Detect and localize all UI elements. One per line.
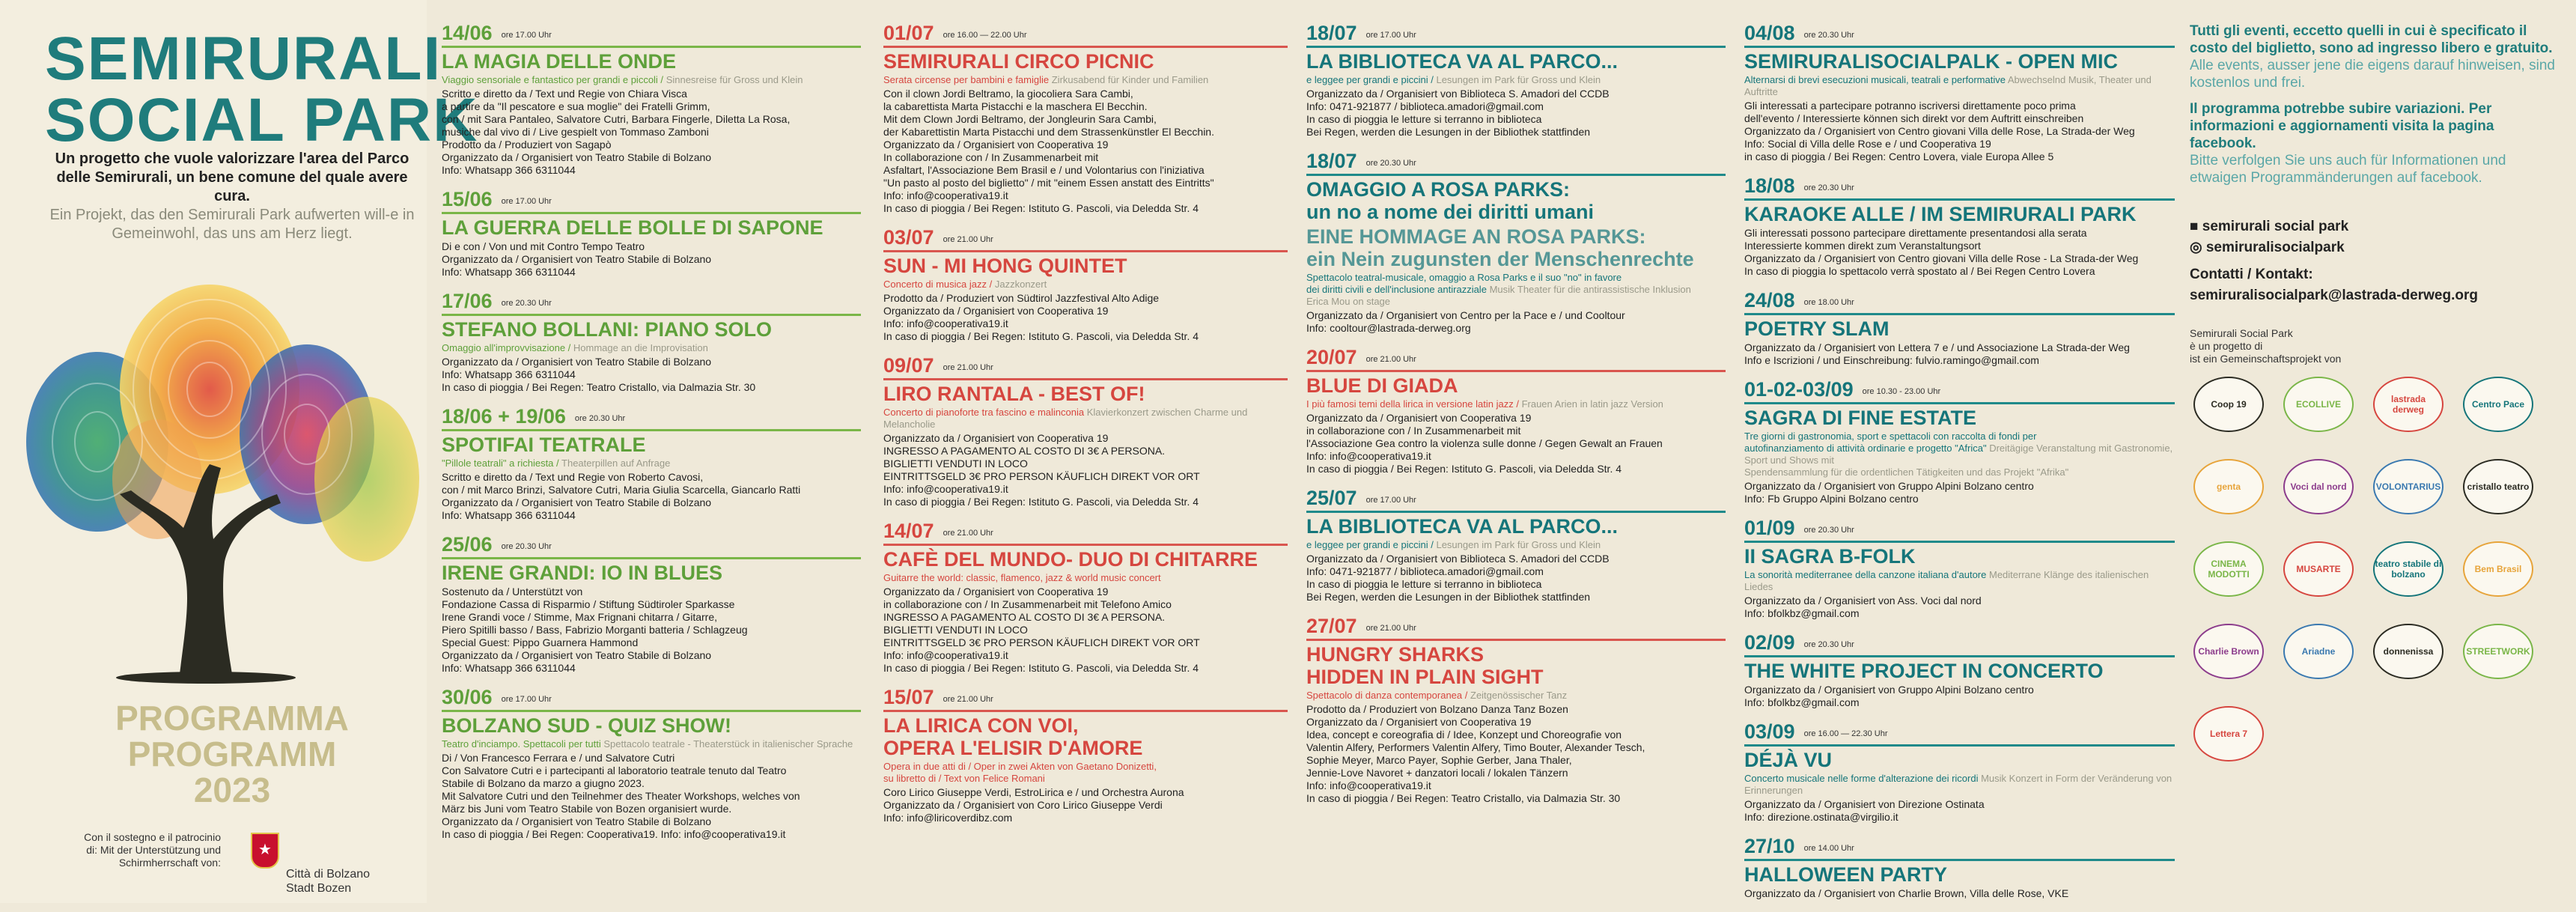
- event-subtitle: [1306, 398, 1726, 410]
- contact-email-link[interactable]: semiruralisocialpark@lastrada-derweg.org: [2190, 288, 2478, 303]
- partner-logo: CINEMA MODOTTI: [2193, 541, 2264, 597]
- event-date: 03/09: [1744, 720, 1795, 743]
- note-changes-de: Bitte verfolgen Sie uns auch für Informationen und etwaigen Programmänderungen auf facebook.: [2190, 153, 2506, 186]
- event-title: SUN - MI HONG QUINTET: [883, 255, 1127, 277]
- event-time: ore 16.00 — 22.30 Uhr: [1803, 729, 1888, 738]
- event-date-row: [442, 291, 861, 316]
- note-changes-it: Il programma potrebbe subire variazioni. Per informazioni e aggiornamenti visita la pagina facebook.: [2190, 101, 2494, 151]
- event-time: ore 20.30 Uhr: [1803, 640, 1854, 649]
- event-item: [442, 22, 861, 177]
- event-subtitle-de: Abwechselnd Musik, Theater und Auftritte: [1744, 74, 2152, 97]
- event-subtitle: [883, 572, 1288, 584]
- event-time: ore 17.00 Uhr: [1365, 496, 1416, 505]
- event-time: ore 20.30 Uhr: [1803, 183, 1854, 192]
- programma-heading: [45, 700, 419, 808]
- instagram-label: semiruralisocialpark: [2205, 240, 2345, 255]
- event-subtitle: [1306, 539, 1726, 551]
- event-date-row: [1306, 487, 1726, 513]
- event-details: Coro Lirico Giuseppe Verdi, EstroLirica e / und Orchestra Aurona Organizzato da / Organisiert von Coro Lirico Giuseppe Verdi Info: info@liricoverdibz.com: [883, 786, 1184, 824]
- event-subtitle: [1744, 431, 2175, 478]
- event-time: ore 21.00 Uhr: [1365, 355, 1416, 364]
- event-time: ore 16.00 — 22.00 Uhr: [943, 31, 1027, 40]
- event-title: CAFÈ DEL MUNDO- DUO DI CHITARRE: [883, 548, 1258, 571]
- event-details: Organizzato da / Organisiert von Direzione Ostinata Info: direzione.ostinata@virgilio.it: [1744, 798, 1985, 823]
- event-date: 18/06 + 19/06: [442, 405, 566, 428]
- event-title: LA GUERRA DELLE BOLLE DI SAPONE: [442, 216, 823, 239]
- event-title: POETRY SLAM: [1744, 317, 1890, 340]
- event-item: [1744, 517, 2175, 620]
- event-details: Sostenuto da / Unterstützt von Fondazione Cassa di Risparmio / Stiftung Südtiroler Sparkasse Irene Grandi voce / Stimme, Max Frignani chitarra / Gitarre, Piero Spitilli basso / Bass, Fabrizio Morganti batteria / Schlagzeug Special Guest: Pippo Guarnera Hammond Organizzato da / Organisiert von Teatro Stabile di Bolzano Info: Whatsapp 366 6311044: [442, 586, 748, 674]
- partner-logo: donnenissa: [2373, 624, 2443, 679]
- event-item: [1744, 290, 2175, 367]
- event-item: [883, 687, 1288, 824]
- event-item: [442, 291, 861, 394]
- events-column-july-a: [883, 22, 1288, 836]
- event-details: Organizzato da / Organisiert von Ass. Voci dal nord Info: bfolkbz@gmail.com: [1744, 595, 1982, 619]
- event-details: Organizzato da / Organisiert von Cooperativa 19 in collaborazione con / In Zusammenarbeit mit l'Associazione Gea contro la violenza sulle donne / Gegen Gewalt an Frauen Info: info@cooperativa19.it In caso di pioggia / Bei Regen: Istituto G. Pascoli, via Deledda Str. 4: [1306, 412, 1663, 475]
- event-date-row: [883, 687, 1288, 712]
- event-date-row: [1306, 615, 1726, 641]
- event-subtitle-de: Sinnesreise für Gross und Klein: [666, 74, 803, 85]
- event-time: ore 21.00 Uhr: [943, 529, 993, 538]
- event-date: 15/06: [442, 188, 493, 210]
- event-date: 18/07: [1306, 150, 1357, 172]
- event-details: Scritto e diretto da / Text und Regie von Roberto Cavosi, con / mit Marco Brinzi, Salvatore Cutri, Maria Giulia Scarcella, Giancarlo Ratti Organizzato da / Organisiert von Teatro Stabile di Bolzano Info: Whatsapp 366 6311044: [442, 471, 801, 521]
- event-item: [442, 189, 861, 279]
- event-subtitle-de: Lesungen im Park für Gross und Klein: [1436, 74, 1601, 85]
- facebook-label: semirurali social park: [2202, 219, 2349, 234]
- event-date: 18/08: [1744, 174, 1795, 197]
- event-title: SEMIRURALI CIRCO PICNIC: [883, 50, 1154, 73]
- partner-logo: Coop 19: [2193, 377, 2264, 432]
- event-item: [442, 687, 861, 841]
- partner-logo: teatro stabile di bolzano: [2373, 541, 2443, 597]
- partner-logo: cristallo teatro: [2463, 459, 2533, 514]
- event-time: ore 10.30 - 23.00 Uhr: [1862, 387, 1941, 396]
- event-title-de: EINE HOMMAGE AN ROSA PARKS: ein Nein zugunsten der Menschenrechte: [1306, 225, 1694, 270]
- event-subtitle-it: Opera in due atti di / Oper in zwei Akten von Gaetano Donizetti, su libretto di / Text von Felice Romani: [883, 761, 1157, 784]
- event-item: [1306, 347, 1726, 475]
- event-date: 27/07: [1306, 615, 1357, 637]
- event-title: LA BIBLIOTECA VA AL PARCO...: [1306, 515, 1618, 538]
- partner-logo: VOLONTARIUS: [2373, 459, 2443, 514]
- event-date: 14/06: [442, 22, 493, 44]
- note-free-entry-de: Alle events, ausser jene die eigens darauf hinweisen, sind kostenlos und frei.: [2190, 58, 2555, 91]
- event-details: Organizzato da / Organisiert von Cooperativa 19 in collaborazione con / In Zusammenarbeit mit Telefono Amico INGRESSO A PAGAMENTO AL COSTO DI 3€ A PERSONA. BIGLIETTI VENDUTI IN LOCO EINTRITTSGELD 3€ PRO PERSON KÄUFLICH DIREKT VOR ORT Info: info@cooperativa19.it In caso di pioggia / Bei Regen: Istituto G. Pascoli, via Deledda Str. 4: [883, 586, 1200, 674]
- event-subtitle-de: Lesungen im Park für Gross und Klein: [1436, 539, 1601, 550]
- event-date-row: [883, 22, 1288, 48]
- event-subtitle-it: Spettacolo teatral-musicale, omaggio a Rosa Parks e il suo "no" in favore dei diritti civili e dell'inclusione antirazziale: [1306, 272, 1622, 295]
- event-details: Di e con / Von und mit Contro Tempo Teatro Organizzato da / Organisiert von Teatro Stabile di Bolzano Info: Whatsapp 366 6311044: [442, 240, 712, 278]
- event-date-row: [1744, 721, 2175, 747]
- event-item: [1744, 721, 2175, 824]
- event-title: II SAGRA B-FOLK: [1744, 545, 1916, 568]
- event-subtitle-de: Mediterrane Klänge des italienischen Liedes: [1744, 569, 2149, 592]
- event-title: STEFANO BOLLANI: PIANO SOLO: [442, 318, 773, 341]
- event-date: 18/07: [1306, 22, 1357, 44]
- event-item: [442, 534, 861, 675]
- event-item: [1744, 175, 2175, 278]
- event-time: ore 20.30 Uhr: [501, 299, 552, 308]
- event-subtitle-de: Theaterpillen auf Anfrage: [561, 457, 671, 469]
- event-subtitle-de: Jazzkonzert: [994, 279, 1047, 290]
- event-date: 04/08: [1744, 22, 1795, 44]
- event-details: Organizzato da / Organisiert von Gruppo Alpini Bolzano centro Info: Fb Gruppo Alpini Bolzano centro: [1744, 480, 2034, 505]
- event-subtitle: [442, 342, 861, 354]
- event-subtitle-it: Concerto musicale nelle forme d'alterazione dei ricordi: [1744, 773, 1979, 784]
- event-date: 03/07: [883, 226, 934, 249]
- event-details: Scritto e diretto da / Text und Regie von Chiara Visca a partire da "Il pescatore e sua moglie" dei Fratelli Grimm, con / mit Sara Pantaleo, Salvatore Cutri, Barbara Fingerle, Diletta La Rosa, musiche dal vivo di / Live gespielt von Tommaso Zamboni Prodotto da / Produziert von Sagapò Organizzato da / Organisiert von Teatro Stabile di Bolzano Info: Whatsapp 366 6311044: [442, 88, 791, 176]
- event-subtitle-de: Musik Konzert in Form der Veränderung von Erinnerungen: [1744, 773, 2172, 796]
- event-time: ore 17.00 Uhr: [501, 197, 552, 206]
- event-title: BLUE DI GIADA: [1306, 374, 1458, 397]
- event-title: LA MAGIA DELLE ONDE: [442, 50, 676, 73]
- event-subtitle-it: La sonorità mediterranee della canzone italiana d'autore: [1744, 569, 1987, 580]
- event-item: [1744, 22, 2175, 163]
- partner-logos: [2190, 373, 2549, 822]
- event-details: Organizzato da / Organisiert von Centro per la Pace e / und Cooltour Info: cooltour@lastrada-derweg.org: [1306, 309, 1625, 334]
- intro-it: Un progetto che vuole valorizzare l'area del Parco delle Semirurali, un bene comune del quale avere cura.: [55, 151, 409, 204]
- title-line2: SOCIAL PARK: [45, 86, 479, 154]
- event-date-row: [883, 355, 1288, 380]
- event-subtitle-it: Serata circense per bambini e famiglie: [883, 74, 1050, 85]
- event-subtitle-it: Alternarsi di brevi esecuzioni musicali, teatrali e performative: [1744, 74, 2006, 85]
- event-title: DÉJÀ VU: [1744, 749, 1833, 771]
- title-line1: SEMIRURALI: [45, 25, 442, 93]
- event-subtitle: [1306, 690, 1726, 702]
- event-subtitle-it: Viaggio sensoriale e fantastico per grandi e piccoli /: [442, 74, 664, 85]
- event-subtitle-it: Teatro d'inciampo. Spettacoli per tutti: [442, 738, 601, 750]
- event-date: 24/08: [1744, 289, 1795, 311]
- event-details: Prodotto da / Produziert von Bolzano Danza Tanz Bozen Organizzato da / Organisiert von Cooperativa 19 Idea, concept e coreografia di / Idee, Konzept und Choreografie von Valentin Alfery, Performers Valentin Alfery, Timo Bouter, Alexander Tesch, Sophie Meyer, Marco Payer, Sophie Gerber, Jana Thaler, Jennie-Love Navoret + danzatori locali / lokalen Tänzern Info: info@cooperativa19.it In caso di pioggia / Bei Regen: Teatro Cristallo, via Dalmazia Str. 30: [1306, 703, 1645, 804]
- event-date-row: [1744, 836, 2175, 861]
- event-date-row: [442, 22, 861, 48]
- event-subtitle-de: Zirkusabend für Kinder und Familien: [1051, 74, 1209, 85]
- event-date: 27/10: [1744, 835, 1795, 857]
- event-details: Organizzato da / Organisiert von Gruppo Alpini Bolzano centro Info: bfolkbz@gmail.com: [1744, 684, 2034, 708]
- event-time: ore 21.00 Uhr: [943, 235, 993, 244]
- event-date: 20/07: [1306, 346, 1357, 368]
- event-date: 14/07: [883, 520, 934, 542]
- event-date-row: [1744, 175, 2175, 201]
- event-date: 01/09: [1744, 517, 1795, 539]
- instagram-icon: ◎: [2190, 240, 2206, 255]
- event-title: SAGRA DI FINE ESTATE: [1744, 407, 1977, 429]
- event-subtitle: [1306, 272, 1726, 308]
- event-title: OMAGGIO A ROSA PARKS: un no a nome dei diritti umani: [1306, 178, 1595, 223]
- event-subtitle-de: Dreitägige Veranstaltung mit Gastronomie, Sport und Shows mit Spendensammlung für die ordentlichen Tätigkeiten und das Projekt "Afrika": [1744, 443, 2173, 478]
- event-time: ore 17.00 Uhr: [501, 695, 552, 704]
- event-subtitle: [442, 738, 861, 750]
- partner-logo: ECOLLIVE: [2283, 377, 2354, 432]
- event-date-row: [442, 687, 861, 712]
- events-column-june: [442, 22, 861, 853]
- event-item: [442, 406, 861, 522]
- event-item: [1306, 22, 1726, 139]
- event-details: Organizzato da / Organisiert von Lettera 7 e / und Associazione La Strada-der Weg Info e Iscrizioni / und Einschreibung: fulvio.ramingo@gmail.com: [1744, 341, 2130, 366]
- event-date: 15/07: [883, 686, 934, 708]
- event-time: ore 21.00 Uhr: [1365, 624, 1416, 633]
- event-title: SEMIRURALISOCIALPALK - OPEN MIC: [1744, 50, 2118, 73]
- event-subtitle: [1744, 569, 2175, 593]
- partner-logo: lastrada derweg: [2373, 377, 2443, 432]
- event-details: Organizzato da / Organisiert von Biblioteca S. Amadori del CCDB Info: 0471-921877 / biblioteca.amadori@gmail.com In caso di pioggia le letture si terranno in biblioteca Bei Regen, werden die Lesungen in der Bibliothek stattfinden: [1306, 553, 1610, 603]
- note-free-entry-it: Tutti gli eventi, eccetto quelli in cui è specificato il costo del biglietto, sono ad ingresso libero e gratuito.: [2190, 23, 2553, 56]
- event-title: LIRO RANTALA - BEST OF!: [883, 383, 1145, 405]
- event-subtitle-de: Zeitgenössischer Tanz: [1470, 690, 1568, 701]
- event-date: 09/07: [883, 354, 934, 377]
- event-details: Di / Von Francesco Ferrara e / und Salvatore Cutri Con Salvatore Cutri e i partecipanti al laboratorio teatrale tenuto dal Teatro Stabile di Bolzano da marzo a giugno 2023. Mit Salvatore Cutri und den Teilnehmer des Theater Workshops, welches von März bis Juni vom Teatro Stabile von Bozen organisiert wurde. Organizzato da / Organisiert von Teatro Stabile di Bolzano In caso di pioggia / Bei Regen: Cooperativa19. Info: info@cooperativa19.it: [442, 752, 800, 840]
- event-subtitle-de: Musik Theater für die antirassistische Inklusion Erica Mou on stage: [1306, 284, 1691, 307]
- partner-logo: Centro Pace: [2463, 377, 2533, 432]
- event-details: Organizzato da / Organisiert von Biblioteca S. Amadori del CCDB Info: 0471-921877 / biblioteca.amadori@gmail.com In caso di pioggia le letture si terranno in biblioteca Bei Regen, werden die Lesungen in der Bibliothek stattfinden: [1306, 88, 1610, 138]
- event-subtitle-it: Concerto di musica jazz /: [883, 279, 993, 290]
- event-date-row: [1306, 22, 1726, 48]
- events-column-aug-oct: [1744, 22, 2175, 912]
- partner-logo: MUSARTE: [2283, 541, 2354, 597]
- event-date-row: [442, 406, 861, 431]
- facebook-link[interactable]: [2190, 216, 2564, 237]
- event-date-row: [1744, 22, 2175, 48]
- instagram-link[interactable]: [2190, 237, 2564, 258]
- event-subtitle-de: Hommage an die Improvisation: [573, 342, 708, 353]
- event-time: ore 17.00 Uhr: [1365, 31, 1416, 40]
- event-subtitle-it: Omaggio all'improvvisazione /: [442, 342, 571, 353]
- event-time: ore 14.00 Uhr: [1803, 844, 1854, 853]
- event-date-row: [1744, 632, 2175, 657]
- event-subtitle-de: Spettacolo teatrale - Theaterstück in italienischer Sprache: [603, 738, 853, 750]
- event-item: [1306, 615, 1726, 805]
- event-subtitle-it: Tre giorni di gastronomia, sport e spettacoli con raccolta di fondi per autofinanziamento di attività ordinarie e progetto "Africa": [1744, 431, 2037, 454]
- event-details: Gli interessati possono partecipare direttamente presentandosi alla serata Interessierte kommen direkt zum Veranstaltungsort Organizzato da / Organisiert von Centro giovani Villa delle Rose - La Strada-der Weg In caso di pioggia lo spettacolo verrà spostato al / Bei Regen Centro Lovera: [1744, 227, 2139, 277]
- event-title: HUNGRY SHARKS HIDDEN IN PLAIN SIGHT: [1306, 643, 1544, 688]
- event-subtitle-it: Spettacolo di danza contemporanea /: [1306, 690, 1468, 701]
- partner-logo: STREETWORK: [2463, 624, 2533, 679]
- event-subtitle: [883, 74, 1288, 86]
- intro: [45, 150, 419, 243]
- event-title: THE WHITE PROJECT IN CONCERTO: [1744, 660, 2104, 682]
- event-subtitle-it: e leggee per grandi e piccini /: [1306, 74, 1434, 85]
- event-title: LA LIRICA CON VOI, OPERA L'ELISIR D'AMORE: [883, 714, 1143, 759]
- event-title: IRENE GRANDI: IO IN BLUES: [442, 562, 723, 584]
- fingerprint-tree-illustration: [7, 255, 427, 689]
- event-subtitle: [442, 457, 861, 469]
- event-subtitle: [883, 407, 1288, 431]
- event-details: Organizzato da / Organisiert von Charlie Brown, Villa delle Rose, VKE: [1744, 887, 2069, 899]
- event-subtitle: [1744, 773, 2175, 797]
- event-time: ore 21.00 Uhr: [943, 363, 993, 372]
- event-details: Organizzato da / Organisiert von Teatro Stabile di Bolzano Info: Whatsapp 366 6311044 In caso di pioggia / Bei Regen: Teatro Cristallo, via Dalmazia Str. 30: [442, 356, 756, 393]
- event-title: LA BIBLIOTECA VA AL PARCO...: [1306, 50, 1618, 73]
- event-details: Gli interessati a partecipare potranno iscriversi direttamente poco prima dell'evento / Interessierte können sich direkt vor dem Auftritt einschreiben Organizzato da / Organisiert von Centro giovani Villa delle Rose, La Strada-der Weg Info: Social di Villa delle Rose e / und Cooperativa 19 in caso di pioggia / Bei Regen: Centro Lovera, viale Europa Allee 5: [1744, 100, 2135, 162]
- project-partners-label: Semirurali Social Park è un progetto di ist ein Gemeinschaftsprojekt von: [2190, 327, 2342, 365]
- event-subtitle-it: e leggee per grandi e piccini /: [1306, 539, 1434, 550]
- event-item: [1306, 151, 1726, 335]
- programma-it: PROGRAMMA: [115, 699, 349, 738]
- event-date-row: [1306, 347, 1726, 372]
- partner-logo: Bem Brasil: [2463, 541, 2533, 597]
- partner-logo: genta: [2193, 459, 2264, 514]
- event-title: BOLZANO SUD - QUIZ SHOW!: [442, 714, 731, 737]
- event-date-row: [883, 227, 1288, 252]
- event-item: [883, 520, 1288, 675]
- event-item: [1306, 487, 1726, 604]
- event-title: HALLOWEEN PARTY: [1744, 863, 1947, 886]
- event-subtitle-de: Klavierkonzert zwischen Charme und Melancholie: [883, 407, 1248, 430]
- event-subtitle-de: Frauen Arien in latin jazz Version: [1521, 398, 1663, 410]
- programma-de: PROGRAMM: [127, 735, 337, 773]
- event-subtitle-it: Concerto di pianoforte tra fascino e malinconia: [883, 407, 1085, 418]
- social-links: [2190, 216, 2564, 306]
- event-date: 02/09: [1744, 631, 1795, 654]
- event-details: Prodotto da / Produziert von Südtirol Jazzfestival Alto Adige Organizzato da / Organisiert von Cooperativa 19 Info: info@cooperativa19.it In caso di pioggia / Bei Regen: Istituto G. Pascoli, via Deledda Str. 4: [883, 292, 1199, 342]
- contact: [2190, 264, 2564, 306]
- event-date: 01/07: [883, 22, 934, 44]
- event-time: ore 20.30 Uhr: [574, 414, 626, 423]
- partner-logo: Lettera 7: [2193, 706, 2264, 761]
- event-title: KARAOKE ALLE / IM SEMIRURALI PARK: [1744, 203, 2137, 225]
- event-details: Con il clown Jordi Beltramo, la giocoliera Sara Cambi, la cabarettista Marta Pistacchi e la maschera El Becchin. Mit dem Clown Jordi Beltramo, der Jongleurin Sara Cambi, der Kabarettistin Marta Pistacchi und dem Strassenkünstler El Becchin. Organizzato da / Organisiert von Cooperativa 19 In collaborazione con / In Zusammenarbeit mit Asfaltart, l'Associazione Bem Brasil e / und Volontarius con l'iniziativa "Un pasto al posto del biglietto" / mit "einem Essen anstatt des Eintritts" Info: info@cooperativa19.it In caso di pioggia / Bei Regen: Istituto G. Pascoli, via Deledda Str. 4: [883, 88, 1214, 214]
- event-item: [883, 227, 1288, 343]
- partner-logo: Ariadne: [2283, 624, 2354, 679]
- event-details: Organizzato da / Organisiert von Cooperativa 19 INGRESSO A PAGAMENTO AL COSTO DI 3€ A PERSONA. BIGLIETTI VENDUTI IN LOCO EINTRITTSGELD 3€ PRO PERSON KÄUFLICH DIREKT VOR ORT Info: info@cooperativa19.it In caso di pioggia / Bei Regen: Istituto G. Pascoli, via Deledda Str. 4: [883, 432, 1200, 508]
- event-date-row: [442, 189, 861, 214]
- event-item: [883, 355, 1288, 508]
- event-date-row: [442, 534, 861, 559]
- event-item: [1744, 836, 2175, 900]
- event-date: 30/06: [442, 686, 493, 708]
- event-date: 25/06: [442, 533, 493, 556]
- event-item: [1744, 379, 2175, 505]
- event-time: ore 18.00 Uhr: [1803, 298, 1854, 307]
- notes: [2190, 22, 2564, 186]
- event-time: ore 21.00 Uhr: [943, 695, 993, 704]
- event-time: ore 17.00 Uhr: [501, 31, 552, 40]
- facebook-icon: ■: [2190, 219, 2202, 234]
- event-time: ore 20.30 Uhr: [1365, 159, 1416, 168]
- event-subtitle: [883, 279, 1288, 291]
- support-text: Con il sostegno e il patrocinio di: Mit der Unterstützung und Schirmherrschaft von:: [84, 831, 221, 869]
- event-item: [1744, 632, 2175, 709]
- contact-label: Contatti / Kontakt:: [2190, 267, 2313, 282]
- event-time: ore 20.30 Uhr: [1803, 526, 1854, 535]
- info-column: [2190, 22, 2564, 822]
- event-date-row: [1744, 517, 2175, 543]
- event-subtitle: [1744, 74, 2175, 98]
- event-date: 01-02-03/09: [1744, 378, 1854, 401]
- intro-de: Ein Projekt, das den Semirurali Park aufwerten will-e in Gemeinwohl, das uns am Herz liegt.: [49, 207, 415, 242]
- event-time: ore 20.30 Uhr: [501, 542, 552, 551]
- city-label: Città di Bolzano Stadt Bozen: [286, 868, 371, 895]
- event-date-row: [883, 520, 1288, 546]
- city-crest-icon: ★: [251, 833, 279, 869]
- event-date-row: [1744, 379, 2175, 404]
- programma-year: 2023: [193, 770, 271, 809]
- events-column-july-b: [1306, 22, 1726, 817]
- event-subtitle-it: "Pillole teatrali" a richiesta /: [442, 457, 559, 469]
- event-subtitle: [1306, 74, 1726, 86]
- event-date: 17/06: [442, 290, 493, 312]
- event-subtitle-it: Guitarre the world: classic, flamenco, jazz & world music concert: [883, 572, 1161, 583]
- event-date-row: [1306, 151, 1726, 176]
- event-date: 25/07: [1306, 487, 1357, 509]
- event-time: ore 20.30 Uhr: [1803, 31, 1854, 40]
- event-subtitle-it: I più famosi temi della lirica in versione latin jazz /: [1306, 398, 1519, 410]
- event-title: SPOTIFAI TEATRALE: [442, 434, 646, 456]
- partner-logo: Voci dal nord: [2283, 459, 2354, 514]
- event-subtitle: [883, 761, 1288, 785]
- partner-logo: Charlie Brown: [2193, 624, 2264, 679]
- event-item: [883, 22, 1288, 215]
- event-date-row: [1744, 290, 2175, 315]
- event-subtitle: [442, 74, 861, 86]
